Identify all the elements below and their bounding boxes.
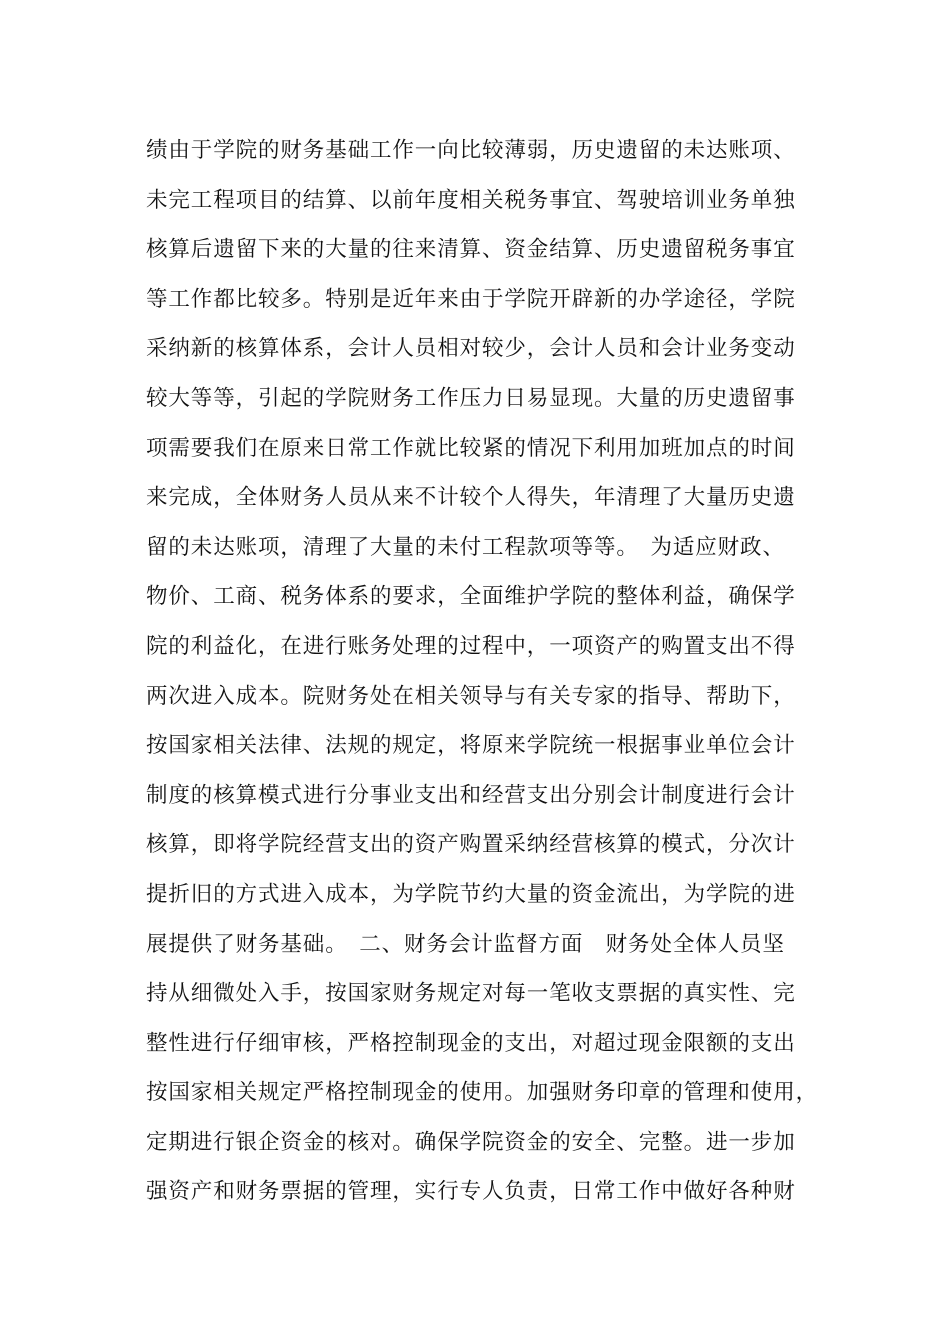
text-line: 物价、工商、税务体系的要求，全面维护学院的整体利益，确保学: [146, 584, 796, 610]
text-line: 来完成，全体财务人员从来不计较个人得失，年清理了大量历史遗: [146, 485, 796, 511]
body-text: [146, 126, 846, 1217]
text-line: 核算后遗留下来的大量的往来清算、资金结算、历史遗留税务事宜: [146, 237, 796, 263]
text-line: 未完工程项目的结算、以前年度相关税务事宜、驾驶培训业务单独: [146, 187, 796, 213]
text-line: 展提供了财务基础。 二、财务会计监督方面 财务处全体人员坚: [146, 931, 785, 957]
text-line: 核算，即将学院经营支出的资产购置采纳经营核算的模式，分次计: [146, 832, 796, 858]
text-line: 定期进行银企资金的核对。确保学院资金的安全、完整。进一步加: [146, 1129, 796, 1155]
text-line: 持从细微处入手，按国家财务规定对每一笔收支票据的真实性、完: [146, 981, 796, 1007]
text-line: 留的未达账项，清理了大量的未付工程款项等等。 为适应财政、: [146, 534, 785, 560]
text-line: 等工作都比较多。特别是近年来由于学院开辟新的办学途径，学院: [146, 286, 796, 312]
text-line: 项需要我们在原来日常工作就比较紧的情况下利用加班加点的时间: [146, 435, 796, 461]
text-line: 较大等等，引起的学院财务工作压力日易显现。大量的历史遗留事: [146, 385, 796, 411]
text-line: 两次进入成本。院财务处在相关领导与有关专家的指导、帮助下，: [146, 683, 796, 709]
text-line: 强资产和财务票据的管理，实行专人负责，日常工作中做好各种财: [146, 1179, 796, 1205]
text-line: 绩由于学院的财务基础工作一向比较薄弱，历史遗留的未达账项、: [146, 138, 796, 163]
text-line: 整性进行仔细审核，严格控制现金的支出，对超过现金限额的支出: [146, 1030, 796, 1056]
text-line: 院的利益化，在进行账务处理的过程中，一项资产的购置支出不得: [146, 633, 796, 659]
text-line: 提折旧的方式进入成本，为学院节约大量的资金流出，为学院的进: [146, 881, 796, 907]
text-line: 按国家相关法律、法规的规定，将原来学院统一根据事业单位会计: [146, 733, 796, 759]
text-line: 按国家相关规定严格控制现金的使用。加强财务印章的管理和使用，: [146, 1080, 819, 1106]
text-line: 制度的核算模式进行分事业支出和经营支出分别会计制度进行会计: [146, 782, 796, 808]
text-line: 采纳新的核算体系，会计人员相对较少，会计人员和会计业务变动: [146, 336, 796, 362]
